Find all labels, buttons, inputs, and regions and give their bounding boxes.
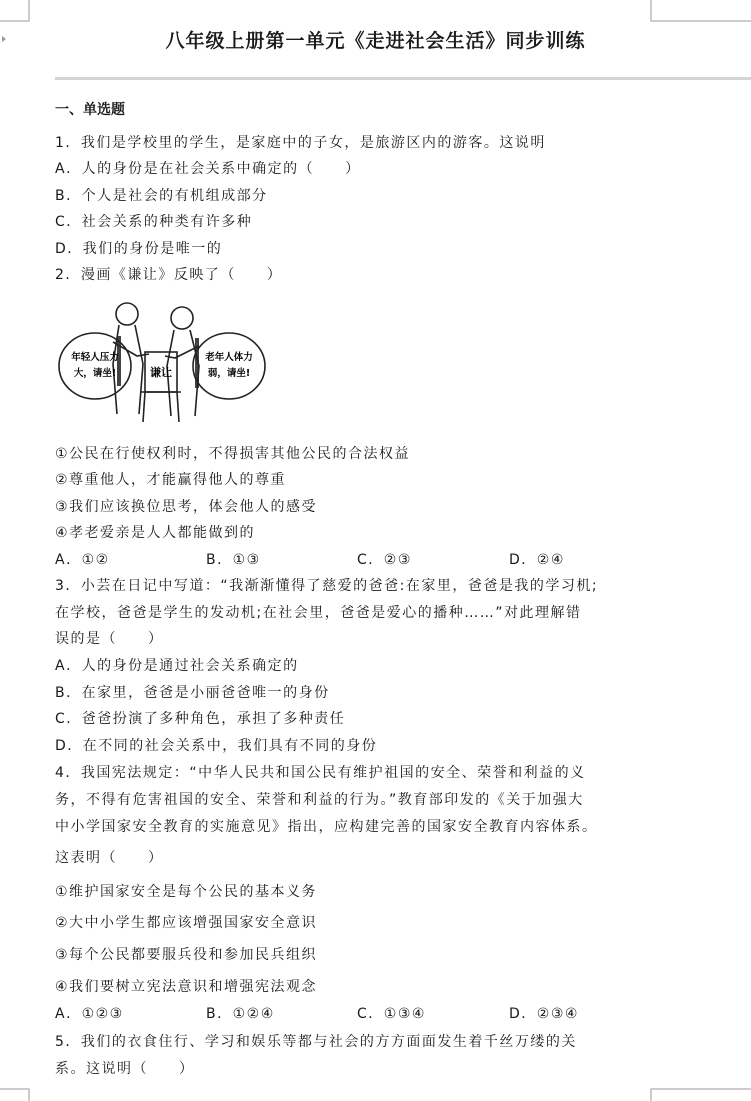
q4-option-d: D．②③④ [509, 1006, 579, 1022]
q1-option-a: A．人的身份是在社会关系中确定的（ ） [55, 161, 361, 177]
q4-statement-1: ①维护国家安全是每个公民的基本义务 [55, 884, 318, 900]
q3-stem-line3: 误的是（ ） [55, 631, 164, 647]
q3-option-b: B．在家里，爸爸是小丽爸爸唯一的身份 [55, 685, 330, 701]
q3-stem-line1: 3．小芸在日记中写道：“我渐渐懂得了慈爱的爸爸:在家里，爸爸是我的学习机; [55, 578, 599, 594]
q4-option-b: B．①②④ [206, 1006, 275, 1022]
q2-option-b: B．①③ [206, 552, 261, 568]
q2-statement-1: ①公民在行使权利时，不得损害其他公民的合法权益 [55, 446, 411, 462]
cartoon-image [57, 294, 267, 434]
q4-statement-2: ②大中小学生都应该增强国家安全意识 [55, 915, 318, 931]
speech-right-line2: 弱，请坐! [207, 368, 251, 379]
q5-stem-line2: 系。这说明（ ） [55, 1061, 195, 1077]
q4-option-c: C．①③④ [357, 1006, 426, 1022]
chair-sign: 谦让 [150, 366, 172, 379]
q3-stem-line2: 在学校，爸爸是学生的发动机;在社会里，爸爸是爱心的播种……”对此理解错 [55, 605, 582, 621]
q4-stem-line1: 4．我国宪法规定：“中华人民共和国公民有维护祖国的安全、荣誉和利益的义 [55, 765, 586, 781]
document-title: 八年级上册第一单元《走进社会生活》同步训练 [165, 30, 586, 52]
q2-stem: 2．漫画《谦让》反映了（ ） [55, 267, 283, 283]
q4-stem-line3: 中小学国家安全教育的实施意见》指出，应构建完善的国家安全教育内容体系。 [55, 819, 598, 835]
q2-statement-3: ③我们应该换位思考，体会他人的感受 [55, 499, 318, 515]
q2-statement-2: ②尊重他人，才能赢得他人的尊重 [55, 472, 287, 488]
speech-left-line1: 年轻人压力 [71, 352, 119, 363]
q1-option-b: B．个人是社会的有机组成部分 [55, 188, 268, 204]
q4-option-a: A．①②③ [55, 1006, 124, 1022]
q3-option-c: C．爸爸扮演了多种角色，承担了多种责任 [55, 711, 346, 727]
q2-option-c: C．②③ [357, 552, 412, 568]
q2-option-a: A．①② [55, 552, 110, 568]
q3-option-d: D．在不同的社会关系中，我们具有不同的身份 [55, 738, 378, 754]
q4-stem-line4: 这表明（ ） [55, 850, 164, 866]
q1-option-d: D．我们的身份是唯一的 [55, 241, 223, 257]
q2-statement-4: ④孝老爱亲是人人都能做到的 [55, 525, 256, 541]
q4-statement-4: ④我们要树立宪法意识和增强宪法观念 [55, 979, 318, 995]
q1-option-c: C．社会关系的种类有许多种 [55, 214, 253, 230]
q4-stem-line2: 务，不得有危害祖国的安全、荣誉和利益的行为。”教育部印发的《关于加强大 [55, 792, 584, 808]
q4-statement-3: ③每个公民都要服兵役和参加民兵组织 [55, 947, 318, 963]
q3-option-a: A．人的身份是通过社会关系确定的 [55, 658, 299, 674]
speech-right-line1: 老年人体力 [205, 352, 253, 363]
q5-stem-line1: 5．我们的衣食住行、学习和娱乐等都与社会的方方面面发生着千丝万缕的关 [55, 1034, 577, 1050]
q1-stem: 1．我们是学校里的学生，是家庭中的子女，是旅游区内的游客。这说明 [55, 135, 546, 151]
q2-option-d: D．②④ [509, 552, 565, 568]
section-heading: 一、单选题 [55, 102, 125, 118]
speech-left-line2: 大，请坐! [73, 368, 117, 379]
title-divider [55, 77, 751, 80]
